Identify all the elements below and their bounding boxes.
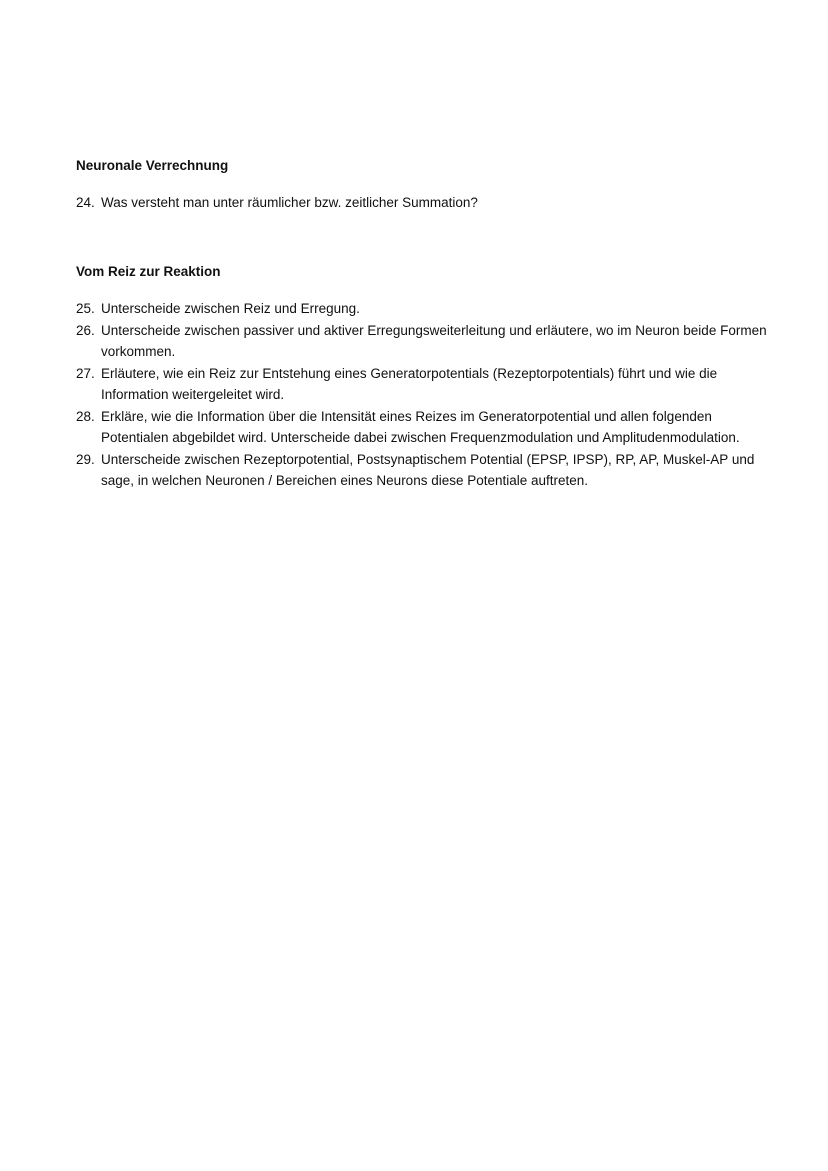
question-number: 29. [76,451,95,467]
question-text: Unterscheide zwischen Reiz und Erregung. [101,301,360,316]
question-list [76,298,776,492]
question-number: 24. [76,195,95,210]
question-number: 26. [76,322,95,338]
question-item [76,449,776,492]
question-item [76,320,776,363]
question-text: Erläutere, wie ein Reiz zur Entstehung eines Generatorpotentials (Rezeptorpotentials) führt und wie die Information weitergeleitet wird. [101,365,718,402]
question-item [76,406,776,449]
question-item [76,192,776,214]
question-number: 27. [76,365,95,381]
question-text: Unterscheide zwischen passiver und aktiver Erregungsweiterleitung und erläutere, wo im Neuron beide Formen vorkommen. [101,322,767,359]
question-number: 25. [76,301,95,316]
question-text: Erkläre, wie die Information über die Intensität eines Reizes im Generatorpotential und allen folgenden Potentialen abgebildet wird. Unterscheide dabei zwischen Frequenzmodulation und Amplitudenmodulation. [101,408,740,445]
question-text: Unterscheide zwischen Rezeptorpotential, Postsynaptischem Potential (EPSP, IPSP), RP, AP, Muskel-AP und sage, in welchen Neuronen / Bereichen eines Neurons diese Potentiale auftreten. [101,451,755,488]
section-vom-reiz-zur-reaktion [76,262,776,492]
question-list [76,192,776,214]
section-heading: Neuronale Verrechnung [76,158,229,173]
section-heading: Vom Reiz zur Reaktion [76,264,221,279]
question-item [76,363,776,406]
question-text: Was versteht man unter räumlicher bzw. zeitlicher Summation? [101,195,478,210]
question-item [76,298,776,320]
section-neuronale-verrechnung [76,156,776,214]
question-number: 28. [76,408,95,424]
